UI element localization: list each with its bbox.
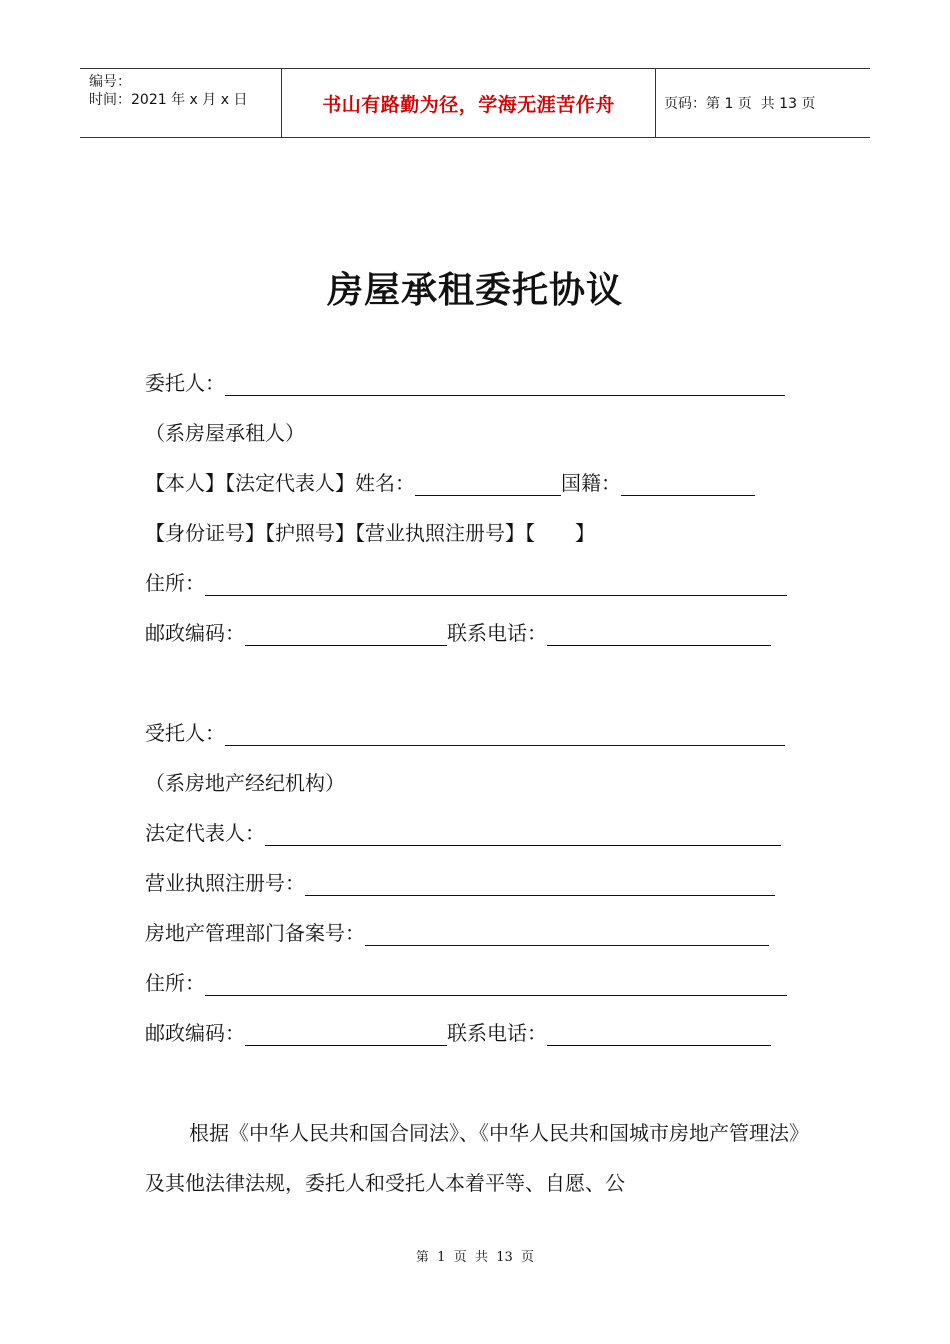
principal-note-line [145, 416, 305, 450]
agent-note-line [145, 766, 345, 800]
license-blank[interactable] [305, 873, 775, 896]
agent-phone-blank[interactable] [547, 1023, 771, 1046]
header-meta [80, 69, 282, 137]
header-motto: 书山有路勤为径，学海无涯苦作舟 [282, 69, 656, 137]
principal-blank[interactable] [225, 373, 785, 396]
rep-name-blank[interactable] [415, 473, 561, 496]
agent-contact-line [145, 1016, 771, 1050]
nationality-blank[interactable] [621, 473, 755, 496]
page-header [80, 68, 870, 138]
header-page-label: 页码：第 1 页 共 13 页 [664, 96, 816, 112]
principal-phone-label: 联系电话： [447, 621, 547, 645]
principal-line [145, 366, 785, 400]
id-type-options: 【身份证号】【护照号】【营业执照注册号】【 】 [145, 521, 595, 545]
principal-address-label: 住所： [145, 571, 205, 595]
legal-rep-blank[interactable] [265, 823, 781, 846]
principal-name-line [145, 466, 755, 500]
agent-phone-label: 联系电话： [447, 1021, 547, 1045]
agent-postcode-label: 邮政编码： [145, 1021, 245, 1045]
legal-rep-label: 法定代表人： [145, 821, 265, 845]
agent-line [145, 716, 785, 750]
agent-label: 受托人： [145, 721, 225, 745]
principal-postcode-blank[interactable] [245, 623, 447, 646]
preamble-text: 根据《中华人民共和国合同法》、《中华人民共和国城市房地产管理法》及其他法律法规，委托人和受托人本着平等、自愿、公 [145, 1121, 799, 1195]
footer-page-number: 第 1 页 共 13 页 [415, 1250, 535, 1265]
document-time-label: 时间：2021 年 x 月 x 日 [89, 92, 248, 108]
principal-phone-blank[interactable] [547, 623, 771, 646]
license-line [145, 866, 775, 900]
preamble-paragraph [145, 1108, 807, 1208]
record-blank[interactable] [365, 923, 769, 946]
agent-postcode-blank[interactable] [245, 1023, 447, 1046]
page-footer [0, 1246, 950, 1265]
rep-name-label: 【本人】【法定代表人】姓名： [145, 471, 415, 495]
agent-note: （系房地产经纪机构） [145, 771, 345, 795]
document-title: 房屋承租委托协议 [326, 269, 623, 311]
agent-blank[interactable] [225, 723, 785, 746]
id-type-line [145, 516, 595, 550]
record-line [145, 916, 769, 950]
license-label: 营业执照注册号： [145, 871, 305, 895]
record-label: 房地产管理部门备案号： [145, 921, 365, 945]
principal-postcode-label: 邮政编码： [145, 621, 245, 645]
agent-address-line [145, 966, 787, 1000]
principal-contact-line [145, 616, 771, 650]
header-page-info [656, 69, 870, 137]
principal-label: 委托人： [145, 371, 225, 395]
agent-address-blank[interactable] [205, 973, 787, 996]
agent-address-label: 住所： [145, 971, 205, 995]
principal-address-blank[interactable] [205, 573, 787, 596]
nationality-label: 国籍： [561, 471, 621, 495]
document-number-label: 编号： [89, 74, 131, 90]
principal-address-line [145, 566, 787, 600]
legal-rep-line [145, 816, 781, 850]
principal-note: （系房屋承租人） [145, 421, 305, 445]
